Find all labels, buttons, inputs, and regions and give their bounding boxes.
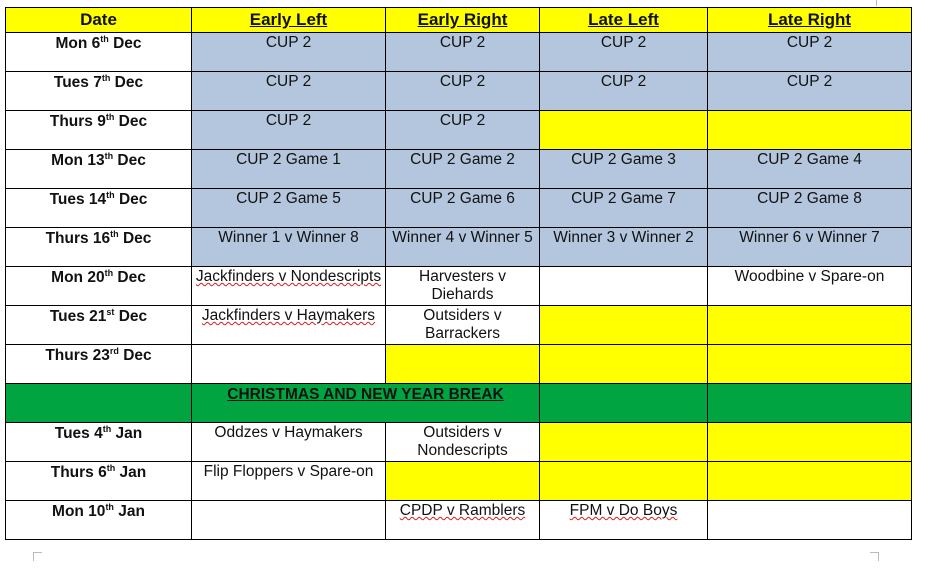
early-right-cell: CUP 2: [386, 33, 540, 72]
late-right-cell: CUP 2: [708, 33, 912, 72]
date-cell: Mon 6th Dec: [6, 33, 192, 72]
page-corner-mark: [33, 552, 42, 561]
break-row: [6, 384, 912, 423]
late-right-cell: [708, 423, 912, 462]
early-right-cell: [386, 501, 540, 540]
table-row: [6, 111, 912, 150]
early-left-cell: CUP 2: [192, 33, 386, 72]
early-left-cell: [192, 267, 386, 306]
late-right-cell: CUP 2 Game 8: [708, 189, 912, 228]
late-left-cell: [540, 267, 708, 306]
late-right-cell: [708, 345, 912, 384]
early-left-cell: Flip Floppers v Spare-on: [192, 462, 386, 501]
early-left-cell: Oddzes v Haymakers: [192, 423, 386, 462]
late-right-cell: CUP 2: [708, 72, 912, 111]
early-right-cell: Outsiders v Nondescripts: [386, 423, 540, 462]
fixtures-table: [5, 7, 912, 540]
early-right-cell: CUP 2: [386, 111, 540, 150]
late-left-cell: CUP 2 Game 3: [540, 150, 708, 189]
break-label: CHRISTMAS AND NEW YEAR BREAK: [192, 384, 540, 423]
header-early-left: Early Left: [192, 8, 386, 33]
table-row: [6, 345, 912, 384]
late-right-cell: [708, 111, 912, 150]
early-right-cell: Outsiders v Barrackers: [386, 306, 540, 345]
late-right-cell: Winner 6 v Winner 7: [708, 228, 912, 267]
early-left-cell: [192, 501, 386, 540]
fixture-text: FPM v Do Boys: [569, 502, 678, 519]
break-date-cell: [6, 384, 192, 423]
date-cell: Thurs 9th Dec: [6, 111, 192, 150]
late-left-cell: [540, 111, 708, 150]
date-cell: Tues 14th Dec: [6, 189, 192, 228]
break-late-left-cell: [540, 384, 708, 423]
early-right-cell: [386, 462, 540, 501]
table-row: [6, 189, 912, 228]
early-left-cell: CUP 2: [192, 72, 386, 111]
fixture-text: Jackfinders v Haymakers: [201, 307, 376, 324]
late-left-cell: CUP 2: [540, 33, 708, 72]
early-right-cell: [386, 345, 540, 384]
late-right-cell: CUP 2 Game 4: [708, 150, 912, 189]
early-left-cell: Winner 1 v Winner 8: [192, 228, 386, 267]
late-right-cell: [708, 462, 912, 501]
header-late-left: Late Left: [540, 8, 708, 33]
early-right-cell: CUP 2 Game 2: [386, 150, 540, 189]
date-cell: Tues 7th Dec: [6, 72, 192, 111]
late-left-cell: [540, 423, 708, 462]
date-cell: Tues 21st Dec: [6, 306, 192, 345]
page-corner-mark: [870, 552, 879, 561]
late-left-cell: Winner 3 v Winner 2: [540, 228, 708, 267]
early-left-cell: [192, 345, 386, 384]
table-row: [6, 150, 912, 189]
late-right-cell: [708, 501, 912, 540]
date-cell: Thurs 23rd Dec: [6, 345, 192, 384]
header-row: [6, 8, 912, 33]
date-cell: Tues 4th Jan: [6, 423, 192, 462]
date-cell: Mon 20th Dec: [6, 267, 192, 306]
break-late-right-cell: [708, 384, 912, 423]
late-left-cell: CUP 2: [540, 72, 708, 111]
late-left-cell: [540, 345, 708, 384]
late-right-cell: [708, 306, 912, 345]
late-left-cell: CUP 2 Game 7: [540, 189, 708, 228]
header-late-right: Late Right: [708, 8, 912, 33]
early-right-cell: Harvesters v Diehards: [386, 267, 540, 306]
header-date: Date: [6, 8, 192, 33]
early-right-cell: CUP 2: [386, 72, 540, 111]
early-left-cell: CUP 2: [192, 111, 386, 150]
early-right-cell: CUP 2 Game 6: [386, 189, 540, 228]
table-row: [6, 423, 912, 462]
fixture-text: CPDP v Ramblers: [399, 502, 526, 519]
date-cell: Mon 10th Jan: [6, 501, 192, 540]
early-left-cell: [192, 306, 386, 345]
early-left-cell: CUP 2 Game 5: [192, 189, 386, 228]
late-left-cell: [540, 306, 708, 345]
page-corner-mark: [868, 0, 877, 6]
late-left-cell: [540, 501, 708, 540]
header-early-right: Early Right: [386, 8, 540, 33]
date-cell: Thurs 6th Jan: [6, 462, 192, 501]
late-right-cell: Woodbine v Spare-on: [708, 267, 912, 306]
late-left-cell: [540, 462, 708, 501]
table-row: [6, 306, 912, 345]
table-row: [6, 462, 912, 501]
table-row: [6, 72, 912, 111]
table-row: [6, 33, 912, 72]
early-right-cell: Winner 4 v Winner 5: [386, 228, 540, 267]
fixture-text: Jackfinders v Nondescripts: [195, 268, 382, 285]
table-row: [6, 501, 912, 540]
table-row: [6, 267, 912, 306]
date-cell: Mon 13th Dec: [6, 150, 192, 189]
date-cell: Thurs 16th Dec: [6, 228, 192, 267]
table-row: [6, 228, 912, 267]
early-left-cell: CUP 2 Game 1: [192, 150, 386, 189]
